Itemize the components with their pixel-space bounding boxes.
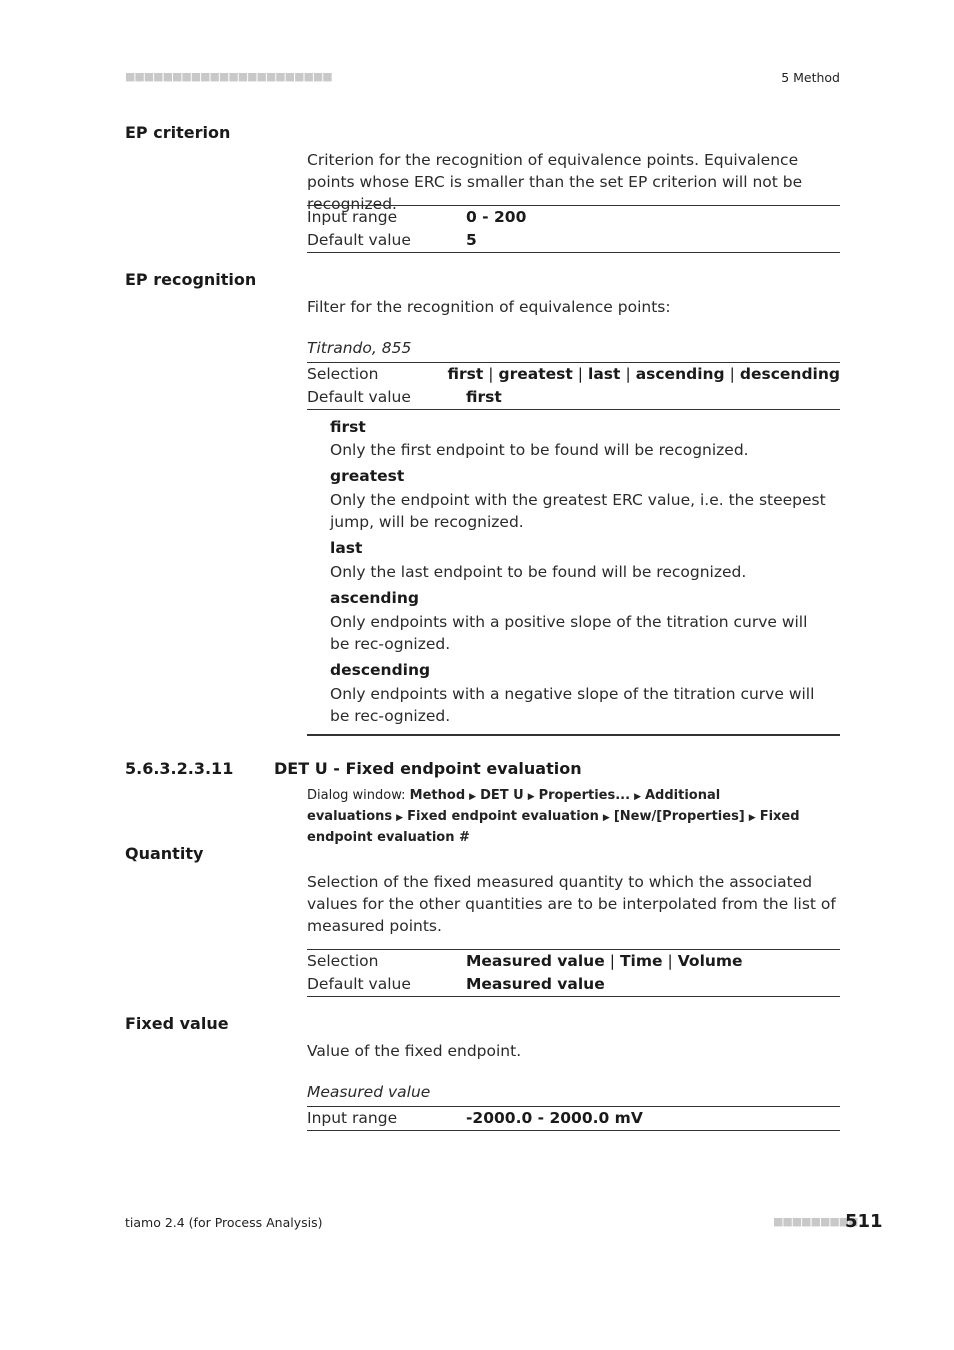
option-title-ascending: ascending (330, 589, 419, 607)
row-value: first (466, 388, 502, 406)
row-value (448, 363, 841, 386)
option-desc-last: Only the last endpoint to be found will be recognized. (330, 563, 747, 581)
path-item: Method (409, 788, 466, 803)
row-value (466, 950, 743, 973)
triangle-right-icon: ▶ (602, 813, 610, 823)
fixed-value-description: Value of the fixed endpoint. (307, 1042, 522, 1060)
row-label: Selection (307, 952, 379, 970)
option-last: last (588, 365, 621, 383)
row-label: Default value (307, 975, 411, 993)
ep-criterion-description: Criterion for the recognition of equivalence points. Equivalence points whose ERC is smaller than the set EP criterion will not be recognized. (307, 151, 803, 213)
fixed-value-table (307, 1106, 840, 1131)
table-row (307, 386, 840, 409)
option-desc-descending: Only endpoints with a negative slope of the titration curve will be rec-ognized. (330, 685, 815, 725)
quantity-table (307, 949, 840, 997)
path-item: Fixed endpoint evaluation (407, 809, 599, 824)
footer-decoration: ■■■■■■■■■ (773, 1215, 858, 1228)
separator: | (488, 365, 494, 383)
path-item: Additional evaluations (307, 788, 721, 824)
section-title: DET U - Fixed endpoint evaluation (274, 759, 582, 778)
separator: | (609, 952, 615, 970)
options-bottom-rule (307, 734, 840, 736)
ep-recognition-description: Filter for the recognition of equivalence points: (307, 298, 671, 316)
row-label: Default value (307, 231, 411, 249)
section-number: 5.6.3.2.3.11 (125, 759, 234, 778)
triangle-right-icon: ▶ (634, 792, 641, 802)
ep-recognition-heading: EP recognition (125, 270, 257, 289)
row-label: Selection (307, 365, 379, 383)
option-title-greatest: greatest (330, 467, 405, 485)
triangle-right-icon: ▶ (396, 813, 404, 823)
option-ascending: ascending (635, 365, 725, 383)
table-row (307, 1107, 840, 1130)
page-number: 511 (845, 1211, 883, 1232)
option-greatest: greatest (498, 365, 573, 383)
dialog-path (307, 786, 840, 847)
table-row (307, 229, 840, 252)
option-title-last: last (330, 539, 363, 557)
row-value: Measured value (466, 975, 605, 993)
row-value: 5 (466, 231, 477, 249)
separator: | (577, 365, 584, 383)
quantity-description: Selection of the fixed measured quantity to which the associated values for the other quantities are to be interpolated from the list of measured points. (307, 873, 836, 935)
ep-criterion-heading: EP criterion (125, 123, 231, 142)
triangle-right-icon: ▶ (748, 813, 756, 823)
row-label: Default value (307, 388, 411, 406)
option-desc-greatest: Only the endpoint with the greatest ERC value, i.e. the steepest jump, will be recognized. (330, 491, 826, 531)
footer-product: tiamo 2.4 (for Process Analysis) (125, 1215, 323, 1230)
separator: | (667, 952, 673, 970)
header-decoration: ■■■■■■■■■■■■■■■■■■■■■■ (125, 70, 332, 83)
row-value: 0 - 200 (466, 208, 527, 226)
dialog-prefix: Dialog window: (307, 788, 406, 803)
option-desc-first: Only the first endpoint to be found will be recognized. (330, 441, 749, 459)
option-volume: Volume (677, 952, 743, 970)
option-title-descending: descending (330, 661, 431, 679)
path-item: DET U (480, 788, 524, 803)
row-label: Input range (307, 1109, 398, 1127)
table-row (307, 973, 840, 996)
table-row (307, 363, 840, 386)
fixed-value-caption: Measured value (307, 1083, 431, 1101)
ep-recognition-caption: Titrando, 855 (307, 339, 412, 357)
separator: | (729, 365, 735, 383)
quantity-heading: Quantity (125, 844, 204, 863)
option-time: Time (619, 952, 663, 970)
ep-recognition-table (307, 362, 840, 410)
path-item: Fixed endpoint evaluation # (307, 809, 800, 845)
triangle-right-icon: ▶ (469, 792, 477, 802)
table-row (307, 950, 840, 973)
header-chapter: 5 Method (781, 70, 840, 85)
triangle-right-icon: ▶ (527, 792, 535, 802)
fixed-value-heading: Fixed value (125, 1014, 229, 1033)
option-descending: descending (739, 365, 840, 383)
path-item: [New/[Properties] (613, 809, 745, 824)
table-row (307, 206, 840, 229)
path-item: Properties... (538, 788, 631, 803)
option-desc-ascending: Only endpoints with a positive slope of the titration curve will be rec-ognized. (330, 613, 808, 653)
separator: | (625, 365, 631, 383)
option-first: first (447, 365, 484, 383)
option-measured-value: Measured value (466, 952, 605, 970)
ep-criterion-table (307, 205, 840, 253)
row-label: Input range (307, 208, 398, 226)
row-value: -2000.0 - 2000.0 mV (466, 1109, 643, 1127)
option-title-first: first (330, 418, 366, 436)
